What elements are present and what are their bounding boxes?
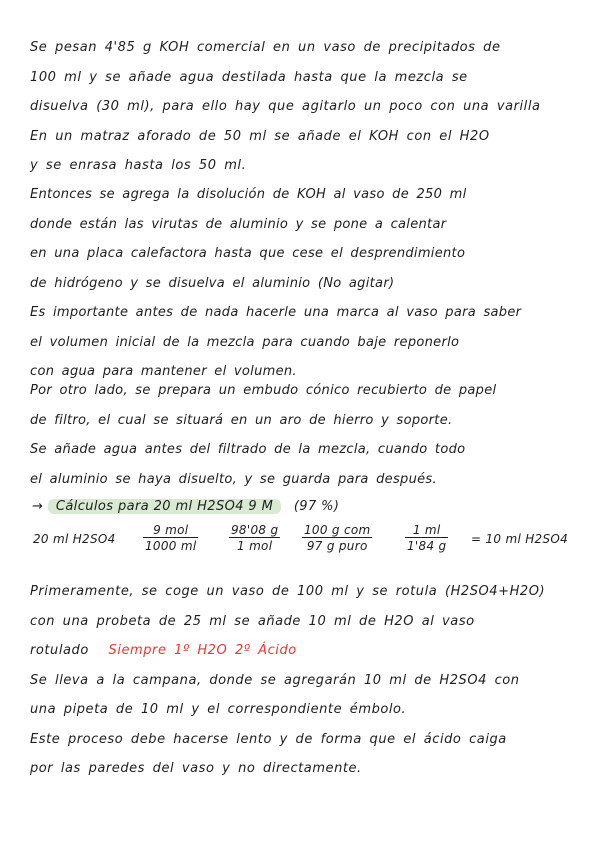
- text-line: Se lleva a la campana, donde se agregarán 10 ml de H2SO4 con: [30, 672, 520, 688]
- text-fragment: rotulado: [30, 643, 89, 658]
- text-line: por las paredes del vaso y no directamente.: [30, 761, 362, 776]
- text-line: Se añade agua antes del filtrado de la mezcla, cuando todo: [30, 442, 466, 457]
- purity-note: (97 %): [293, 499, 340, 514]
- text-line: de hidrógeno y se disuelva el aluminio (No agitar): [30, 275, 395, 291]
- text-line: [30, 636, 575, 666]
- text-line: con agua para mantener el volumen.: [30, 364, 297, 379]
- fraction-denominator: 1'84 g: [407, 539, 447, 553]
- calculations-heading: [32, 495, 339, 519]
- fraction-numerator: 9 mol: [153, 523, 189, 537]
- text-line: el volumen inicial de la mezcla para cuando baje reponerlo: [30, 334, 460, 350]
- calc-result: = 10 ml H2SO4: [471, 532, 569, 546]
- fraction-numerator: 100 g com: [304, 523, 371, 537]
- text-line: Por otro lado, se prepara un embudo cónico recubierto de papel: [30, 383, 497, 398]
- fraction-purity: [302, 523, 372, 553]
- fraction-molar-mass: [229, 523, 280, 553]
- text-line: donde están las virutas de aluminio y se pone a calentar: [30, 216, 447, 232]
- text-line: 100 ml y se añade agua destilada hasta que la mezcla se: [30, 69, 468, 85]
- paragraph-filtration: [30, 376, 575, 494]
- text-line: En un matraz aforado de 50 ml se añade el KOH con el H2O: [30, 128, 490, 144]
- text-line: Este proceso debe hacerse lento y de forma que el ácido caiga: [30, 731, 507, 747]
- calculation-row: [33, 523, 573, 559]
- text-line: con una probeta de 25 ml se añade 10 ml de H2O al vaso: [30, 613, 475, 629]
- text-line: de filtro, el cual se situará en un aro de hierro y soporte.: [30, 412, 453, 428]
- text-line: y se enrasa hasta los 50 ml.: [30, 158, 247, 173]
- fraction-molarity: [143, 523, 198, 553]
- arrow-icon: →: [32, 499, 44, 514]
- fraction-denominator: 1000 ml: [145, 539, 197, 553]
- safety-note: Siempre 1º H2O 2º Ácido: [108, 643, 297, 658]
- fraction-density: [405, 523, 448, 553]
- highlighted-heading: Cálculos para 20 ml H2SO4 9 M: [48, 499, 281, 514]
- fraction-denominator: 97 g puro: [302, 537, 372, 553]
- text-line: Primeramente, se coge un vaso de 100 ml y se rotula (H2SO4+H2O): [30, 584, 546, 599]
- text-line: el aluminio se haya disuelto, y se guarda para después.: [30, 471, 437, 487]
- fraction-denominator: 1 mol: [229, 537, 280, 553]
- text-line: Se pesan 4'85 g KOH comercial en un vaso de precipitados de: [30, 40, 501, 55]
- calc-start: 20 ml H2SO4: [33, 532, 116, 546]
- paragraph-koh-preparation: [30, 33, 575, 181]
- fraction-numerator: 98'08 g: [231, 523, 279, 537]
- text-line: disuelva (30 ml), para ello hay que agitarlo un poco con una varilla: [30, 99, 541, 114]
- paragraph-aluminium-dissolution: [30, 180, 575, 387]
- paragraph-acid-dilution: [30, 577, 575, 784]
- text-line: Es importante antes de nada hacerle una marca al vaso para saber: [30, 305, 522, 320]
- fraction-numerator: 1 ml: [412, 523, 441, 537]
- text-line: en una placa calefactora hasta que cese el desprendimiento: [30, 246, 466, 261]
- text-line: una pipeta de 10 ml y el correspondiente émbolo.: [30, 702, 407, 717]
- text-line: Entonces se agrega la disolución de KOH al vaso de 250 ml: [30, 187, 467, 202]
